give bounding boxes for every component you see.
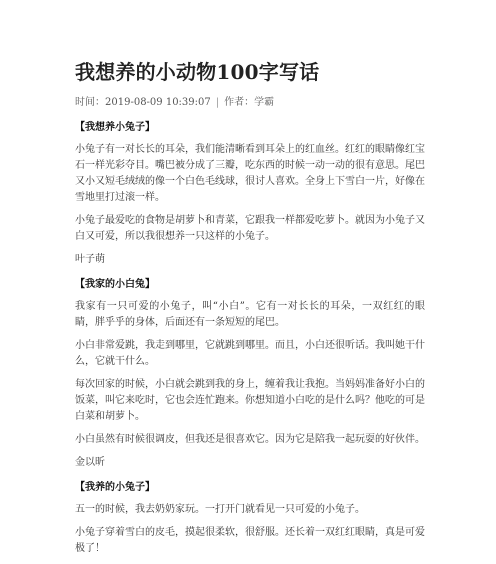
section-heading: 【我想养小兔子】	[75, 122, 155, 133]
time-label: 时间：	[75, 97, 105, 108]
section-author: 金以昕	[75, 457, 105, 468]
paragraph: 小兔子最爱吃的食物是胡萝卜和青菜，它跟我一样都爱吃萝卜。就因为小兔子又白又可爱，所以我很想养一只这样的小兔子。	[75, 215, 425, 242]
author-label: 作者：	[224, 97, 255, 108]
paragraph: 五一的时候，我去奶奶家玩。一打开门就看见一只可爱的小兔子。	[75, 504, 365, 515]
article-body	[75, 120, 425, 564]
paragraph: 小兔子穿着雪白的皮毛，摸起很柔软，很舒服。还长着一双红红眼睛，真是可爱极了！	[75, 527, 425, 554]
article-meta	[75, 96, 274, 110]
publish-time: 2019-08-09 10:39:07	[105, 97, 211, 108]
meta-separator: |	[215, 97, 220, 108]
page-title: 我想养的小动物100字写话	[75, 60, 320, 84]
section-author: 叶子萌	[75, 254, 105, 265]
paragraph: 每次回家的时候，小白就会跳到我的身上，缠着我让我抱。当妈妈准备好小白的饭菜，叫它来吃时，它也会连忙跑来。你想知道小白吃的是什么吗？他吃的可是白菜和胡萝卜。	[75, 379, 425, 422]
paragraph: 小白非常爱跳，我走到哪里，它就跳到哪里。而且，小白还很听话。我叫她干什么，它就干什么。	[75, 340, 425, 367]
author-name: 学霸	[254, 97, 275, 108]
paragraph: 小白虽然有时候很调皮，但我还是很喜欢它。因为它是陪我一起玩耍的好伙伴。	[75, 434, 425, 445]
section-heading: 【我养的小兔子】	[75, 482, 155, 493]
section-heading: 【我家的小白兔】	[75, 279, 155, 290]
paragraph: 小兔子有一对长长的耳朵，我们能清晰看到耳朵上的红血丝。红红的眼睛像红宝石一样光彩夺目。嘴巴被分成了三瓣，吃东西的时候一动一动的很有意思。尾巴又小又短毛绒绒的像一个白色毛线球，很讨人喜欢。全身上下雪白一片，好像在雪地里打过滚一样。	[75, 144, 425, 203]
paragraph: 我家有一只可爱的小兔子，叫“小白”。它有一对长长的耳朵，一双红红的眼睛，胖乎乎的身体，后面还有一条短短的尾巴。	[75, 301, 425, 328]
